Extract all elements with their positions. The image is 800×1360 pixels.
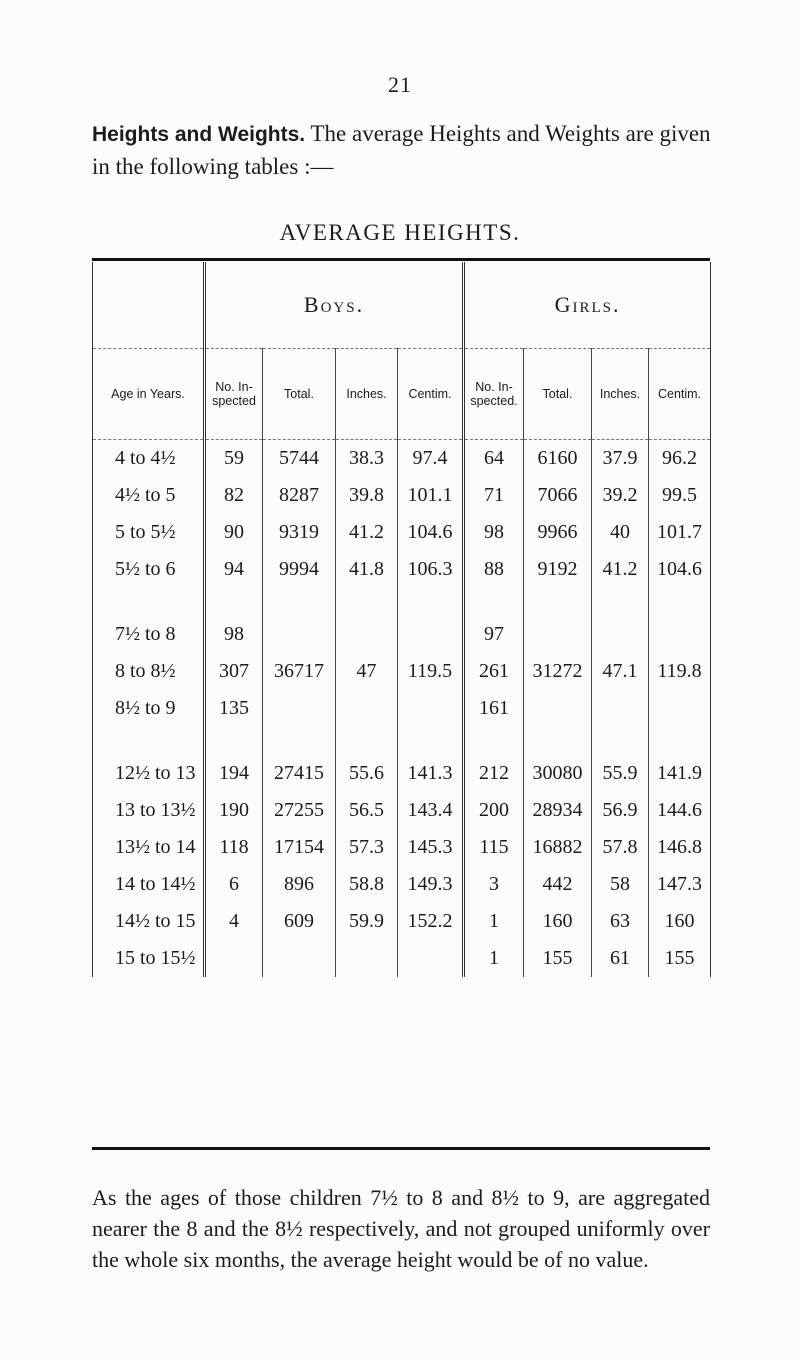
table-row [93, 792, 711, 829]
table-row [93, 477, 711, 514]
cell-girls-centim [649, 616, 711, 653]
cell-girls-centim: 119.8 [649, 653, 711, 690]
col-header-girls-centim: Centim. [649, 349, 711, 440]
cell-boys-inches: 58.8 [336, 866, 398, 903]
cell-girls-inches: 58 [592, 866, 649, 903]
cell-boys-inspected: 59 [205, 440, 263, 478]
cell-boys-total: 27415 [263, 755, 336, 792]
cell-girls-total: 6160 [524, 440, 592, 478]
cell-girls-inches: 47.1 [592, 653, 649, 690]
cell-boys-total: 9994 [263, 551, 336, 588]
cell-boys-centim: 119.5 [398, 653, 464, 690]
cell-girls-total: 16882 [524, 829, 592, 866]
cell-girls-inches: 56.9 [592, 792, 649, 829]
cell-girls-inspected: 3 [464, 866, 524, 903]
cell-boys-centim: 149.3 [398, 866, 464, 903]
cell-girls-total: 28934 [524, 792, 592, 829]
table-row [93, 440, 711, 478]
cell-boys-inches [336, 690, 398, 727]
cell-girls-centim: 99.5 [649, 477, 711, 514]
cell-boys-centim: 101.1 [398, 477, 464, 514]
cell-boys-centim: 97.4 [398, 440, 464, 478]
cell-boys-inspected: 194 [205, 755, 263, 792]
cell-boys-total: 36717 [263, 653, 336, 690]
table-top-rule [92, 258, 710, 261]
cell-boys-inches [336, 616, 398, 653]
cell-girls-total [524, 616, 592, 653]
cell-girls-total: 9966 [524, 514, 592, 551]
cell-girls-inches: 63 [592, 903, 649, 940]
cell-boys-total: 5744 [263, 440, 336, 478]
blank-header-cell [93, 262, 205, 349]
cell-girls-inspected: 71 [464, 477, 524, 514]
col-header-boys-total: Total. [263, 349, 336, 440]
cell-boys-total [263, 690, 336, 727]
cell-boys-inspected: 6 [205, 866, 263, 903]
cell-boys-inches [336, 940, 398, 977]
table-row [93, 690, 711, 727]
cell-age: 7½ to 8 [93, 616, 205, 653]
cell-girls-inspected: 64 [464, 440, 524, 478]
cell-girls-inches [592, 616, 649, 653]
spacer-row [93, 727, 711, 755]
cell-boys-inches: 55.6 [336, 755, 398, 792]
cell-boys-inspected: 90 [205, 514, 263, 551]
cell-boys-centim: 145.3 [398, 829, 464, 866]
cell-girls-inches: 37.9 [592, 440, 649, 478]
table-row [93, 551, 711, 588]
cell-girls-inspected: 261 [464, 653, 524, 690]
cell-boys-inches: 39.8 [336, 477, 398, 514]
cell-girls-inches: 39.2 [592, 477, 649, 514]
cell-boys-inspected: 190 [205, 792, 263, 829]
cell-age: 13½ to 14 [93, 829, 205, 866]
cell-age: 5½ to 6 [93, 551, 205, 588]
col-header-boys-inspected: No. In-spected [205, 349, 263, 440]
intro-lead: Heights and Weights. [92, 123, 306, 146]
table-body [93, 440, 711, 978]
cell-boys-inspected: 82 [205, 477, 263, 514]
cell-girls-total [524, 690, 592, 727]
cell-boys-inspected: 118 [205, 829, 263, 866]
cell-boys-total: 609 [263, 903, 336, 940]
cell-boys-inches: 38.3 [336, 440, 398, 478]
table-title: AVERAGE HEIGHTS. [279, 220, 521, 245]
cell-age: 8 to 8½ [93, 653, 205, 690]
cell-girls-inspected: 161 [464, 690, 524, 727]
table-row [93, 829, 711, 866]
cell-girls-centim: 141.9 [649, 755, 711, 792]
table-row [93, 866, 711, 903]
cell-girls-centim [649, 690, 711, 727]
cell-girls-total: 155 [524, 940, 592, 977]
table-row [93, 616, 711, 653]
cell-girls-centim: 96.2 [649, 440, 711, 478]
cell-girls-inspected: 200 [464, 792, 524, 829]
cell-girls-inches: 61 [592, 940, 649, 977]
col-header-boys-centim: Centim. [398, 349, 464, 440]
group-header-row [93, 262, 711, 349]
cell-boys-inches: 59.9 [336, 903, 398, 940]
cell-age: 14½ to 15 [93, 903, 205, 940]
cell-girls-centim: 160 [649, 903, 711, 940]
cell-boys-inspected: 135 [205, 690, 263, 727]
cell-girls-total: 9192 [524, 551, 592, 588]
cell-boys-centim [398, 690, 464, 727]
cell-age: 4 to 4½ [93, 440, 205, 478]
table-row [93, 653, 711, 690]
cell-boys-total: 17154 [263, 829, 336, 866]
cell-girls-centim: 104.6 [649, 551, 711, 588]
cell-boys-total: 9319 [263, 514, 336, 551]
cell-girls-inspected: 1 [464, 903, 524, 940]
footnote-paragraph: As the ages of those children 7½ to 8 and 8½ to 9, are aggregated nearer the 8 and the 8½ respectively, and not grouped uniformly over the whole six months, the average height would be of no value. [92, 1185, 710, 1272]
boys-group-header: Boys. [205, 262, 464, 349]
cell-girls-inches: 41.2 [592, 551, 649, 588]
cell-boys-centim: 106.3 [398, 551, 464, 588]
cell-girls-inspected: 97 [464, 616, 524, 653]
cell-boys-inspected: 4 [205, 903, 263, 940]
cell-girls-inches: 57.8 [592, 829, 649, 866]
cell-boys-centim: 143.4 [398, 792, 464, 829]
cell-girls-centim: 101.7 [649, 514, 711, 551]
cell-boys-total: 896 [263, 866, 336, 903]
col-header-girls-inspected: No. In-spected. [464, 349, 524, 440]
page-number: 21 [388, 72, 412, 97]
cell-girls-total: 7066 [524, 477, 592, 514]
cell-girls-inches [592, 690, 649, 727]
girls-group-header: Girls. [464, 262, 711, 349]
table-row [93, 903, 711, 940]
cell-girls-inspected: 88 [464, 551, 524, 588]
cell-boys-centim [398, 616, 464, 653]
spacer-row [93, 588, 711, 616]
table-row [93, 755, 711, 792]
cell-boys-centim [398, 940, 464, 977]
cell-boys-total: 8287 [263, 477, 336, 514]
cell-girls-inspected: 115 [464, 829, 524, 866]
cell-age: 13 to 13½ [93, 792, 205, 829]
table-row [93, 940, 711, 977]
cell-age: 5 to 5½ [93, 514, 205, 551]
cell-girls-centim: 147.3 [649, 866, 711, 903]
cell-girls-inches: 55.9 [592, 755, 649, 792]
cell-boys-inches: 57.3 [336, 829, 398, 866]
cell-boys-total [263, 616, 336, 653]
column-header-row [93, 349, 711, 440]
cell-girls-centim: 146.8 [649, 829, 711, 866]
cell-boys-centim: 104.6 [398, 514, 464, 551]
cell-girls-inches: 40 [592, 514, 649, 551]
average-heights-table [92, 262, 711, 977]
cell-boys-inches: 41.8 [336, 551, 398, 588]
cell-boys-inspected: 94 [205, 551, 263, 588]
cell-boys-total [263, 940, 336, 977]
cell-girls-total: 442 [524, 866, 592, 903]
cell-boys-inspected [205, 940, 263, 977]
cell-age: 15 to 15½ [93, 940, 205, 977]
cell-boys-inspected: 307 [205, 653, 263, 690]
cell-girls-centim: 144.6 [649, 792, 711, 829]
table-bottom-rule [92, 1147, 710, 1150]
cell-girls-total: 31272 [524, 653, 592, 690]
col-header-age: Age in Years. [93, 349, 205, 440]
cell-girls-inspected: 98 [464, 514, 524, 551]
cell-age: 8½ to 9 [93, 690, 205, 727]
cell-boys-centim: 152.2 [398, 903, 464, 940]
cell-girls-centim: 155 [649, 940, 711, 977]
cell-boys-centim: 141.3 [398, 755, 464, 792]
table-row [93, 514, 711, 551]
cell-girls-inspected: 212 [464, 755, 524, 792]
cell-boys-inspected: 98 [205, 616, 263, 653]
cell-age: 4½ to 5 [93, 477, 205, 514]
intro-text: The average Heights and Weights are given in the following tables :— [92, 121, 711, 179]
intro-paragraph [92, 118, 732, 183]
cell-age: 14 to 14½ [93, 866, 205, 903]
cell-boys-inches: 47 [336, 653, 398, 690]
cell-girls-total: 160 [524, 903, 592, 940]
col-header-boys-inches: Inches. [336, 349, 398, 440]
col-header-girls-total: Total. [524, 349, 592, 440]
cell-boys-inches: 56.5 [336, 792, 398, 829]
cell-boys-total: 27255 [263, 792, 336, 829]
cell-girls-inspected: 1 [464, 940, 524, 977]
cell-boys-inches: 41.2 [336, 514, 398, 551]
col-header-girls-inches: Inches. [592, 349, 649, 440]
cell-girls-total: 30080 [524, 755, 592, 792]
cell-age: 12½ to 13 [93, 755, 205, 792]
